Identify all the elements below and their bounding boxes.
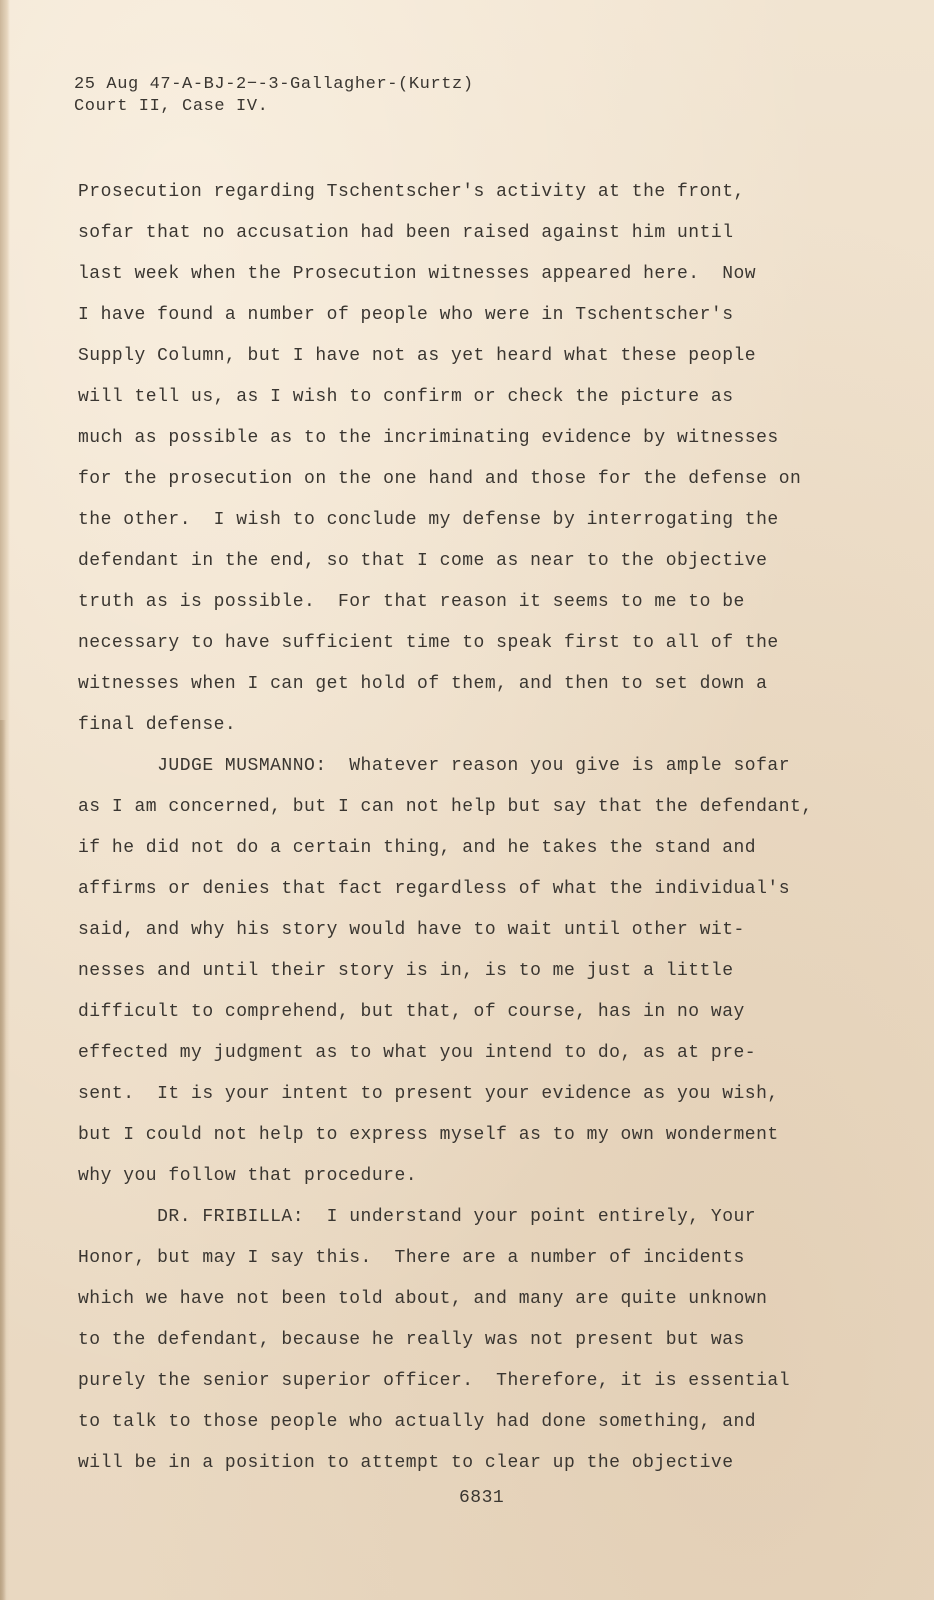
header-reference-line: 25 Aug 47-A-BJ-2−-3-Gallagher-(Kurtz) (74, 75, 474, 94)
text-line: sent. It is your intent to present your evidence as you wish, (78, 1084, 779, 1104)
text-line: last week when the Prosecution witnesses appeared here. Now (78, 264, 757, 284)
text-line: witnesses when I can get hold of them, and then to set down a (78, 674, 768, 694)
text-line: to talk to those people who actually had done something, and (78, 1412, 757, 1432)
speaker-line: DR. FRIBILLA: I understand your point entirely, Your (78, 1207, 757, 1227)
text-line: nesses and until their story is in, is to me just a little (78, 961, 734, 981)
text-line: necessary to have sufficient time to speak first to all of the (78, 633, 779, 653)
text-line: for the prosecution on the one hand and those for the defense on (78, 469, 802, 489)
text-line: truth as is possible. For that reason it seems to me to be (78, 592, 745, 612)
text-line: defendant in the end, so that I come as near to the objective (78, 551, 768, 571)
header-court-line: Court II, Case IV. (74, 97, 269, 116)
text-line: which we have not been told about, and many are quite unknown (78, 1289, 768, 1309)
text-line: as I am concerned, but I can not help but say that the defendant, (78, 797, 813, 817)
text-line: if he did not do a certain thing, and he takes the stand and (78, 838, 757, 858)
transcript-body (78, 172, 878, 1484)
text-line: difficult to comprehend, but that, of course, has in no way (78, 1002, 745, 1022)
text-line: Prosecution regarding Tschentscher's activity at the front, (78, 182, 745, 202)
text-line: effected my judgment as to what you intend to do, as at pre- (78, 1043, 757, 1063)
text-line: will tell us, as I wish to confirm or check the picture as (78, 387, 734, 407)
text-line: said, and why his story would have to wait until other wit- (78, 920, 745, 940)
paper-left-edge-shadow (0, 720, 6, 1600)
text-line: Supply Column, but I have not as yet heard what these people (78, 346, 757, 366)
text-line: I have found a number of people who were in Tschentscher's (78, 305, 734, 325)
text-line: to the defendant, because he really was not present but was (78, 1330, 745, 1350)
document-header (74, 74, 474, 118)
text-line: the other. I wish to conclude my defense by interrogating the (78, 510, 779, 530)
text-line: much as possible as to the incriminating evidence by witnesses (78, 428, 779, 448)
text-line: affirms or denies that fact regardless of what the individual's (78, 879, 791, 899)
text-line: Honor, but may I say this. There are a number of incidents (78, 1248, 745, 1268)
page-number: 6831 (459, 1488, 505, 1508)
text-line: sofar that no accusation had been raised against him until (78, 223, 734, 243)
text-line: purely the senior superior officer. Therefore, it is essential (78, 1371, 791, 1391)
speaker-line: JUDGE MUSMANNO: Whatever reason you give is ample sofar (78, 756, 791, 776)
text-line: why you follow that procedure. (78, 1166, 418, 1186)
text-line: but I could not help to express myself as to my own wonderment (78, 1125, 779, 1145)
text-line: final defense. (78, 715, 237, 735)
text-line: will be in a position to attempt to clear up the objective (78, 1453, 734, 1473)
